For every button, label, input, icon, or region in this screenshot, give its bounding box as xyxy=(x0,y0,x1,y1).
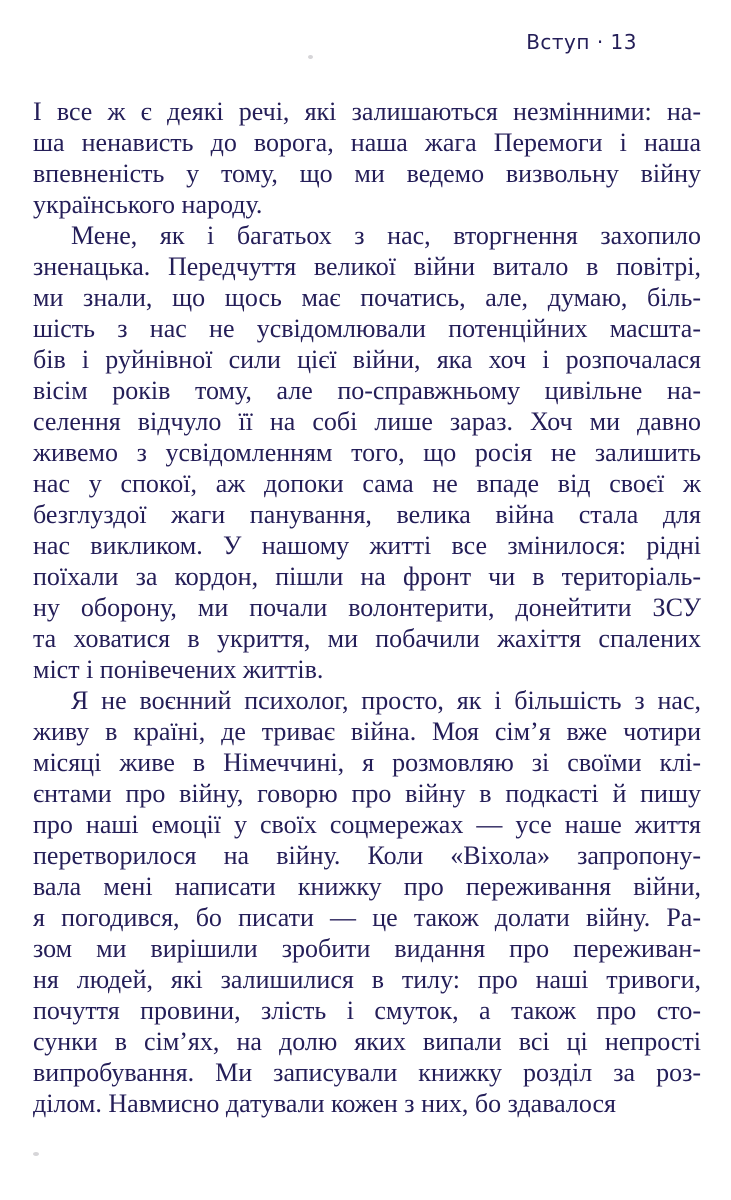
text-line: я погодився, бо писати — це також долати війну. Ра- xyxy=(33,903,701,932)
text-line: випробування. Ми записували книжку розділ за роз- xyxy=(33,1058,701,1087)
text-line: про наші емоції у своїх соцмережах — усе наше життя xyxy=(33,810,701,839)
text-line: місяці живе в Німеччині, я розмовляю зі своїми клі- xyxy=(33,748,701,777)
text-line: Мене, як і багатьох з нас, вторгнення захопило xyxy=(71,221,701,250)
text-line: зом ми вирішили зробити видання про переживан- xyxy=(33,934,701,963)
text-line: бів і руйнівної сили цієї війни, яка хоч і розпочалася xyxy=(33,345,701,374)
text-line: зненацька. Передчуття великої війни витало в повітрі, xyxy=(33,252,701,281)
paragraph xyxy=(33,685,701,1119)
text-line: безглуздої жаги панування, велика війна стала для xyxy=(33,500,701,529)
text-line: ділом. Навмисно датували кожен з них, бо здавалося xyxy=(33,1089,617,1118)
scan-artifact xyxy=(33,1152,39,1156)
text-line: ну оборону, ми почали волонтерити, донейтити ЗСУ xyxy=(33,593,701,622)
text-line: селення відчуло її на собі лише зараз. Хоч ми давно xyxy=(33,407,701,436)
text-line: та ховатися в укриття, ми побачили жахіття спалених xyxy=(33,624,701,653)
text-line: нас викликом. У нашому житті все змінилося: рідні xyxy=(33,531,701,560)
page-body xyxy=(33,96,701,1119)
scan-artifact xyxy=(308,55,313,59)
text-line: вісім років тому, але по-справжньому цивільне на- xyxy=(33,376,701,405)
text-line: живемо з усвідомленням того, що росія не залишить xyxy=(33,438,701,467)
text-line: міст і понівечених життів. xyxy=(33,655,324,684)
chapter-and-page-number: Вступ · 13 xyxy=(526,30,637,54)
text-line: сунки в сім’ях, на долю яких випали всі ці непрості xyxy=(33,1027,701,1056)
text-line: ми знали, що щось має початись, але, думаю, біль- xyxy=(33,283,701,312)
text-line: вала мені написати книжку про переживання війни, xyxy=(33,872,701,901)
text-line: почуття провини, злість і смуток, а також про сто- xyxy=(33,996,701,1025)
text-line: І все ж є деякі речі, які залишаються незмінними: на- xyxy=(33,97,701,126)
text-line: поїхали за кордон, пішли на фронт чи в територіаль- xyxy=(33,562,701,591)
paragraph xyxy=(33,220,701,685)
text-line: українського народу. xyxy=(33,190,263,219)
text-line: ша ненависть до ворога, наша жага Перемоги і наша xyxy=(33,128,701,157)
paragraph xyxy=(33,96,701,220)
text-line: нас у спокої, аж допоки сама не впаде від своєї ж xyxy=(33,469,701,498)
text-line: живу в країні, де триває війна. Моя сім’я вже чотири xyxy=(33,717,701,746)
running-head xyxy=(0,30,637,54)
text-line: ня людей, які залишилися в тилу: про наші тривоги, xyxy=(33,965,701,994)
text-line: впевненість у тому, що ми ведемо визвольну війну xyxy=(33,159,701,188)
text-line: шість з нас не усвідомлювали потенційних масшта- xyxy=(33,314,701,343)
text-line: перетворилося на війну. Коли «Віхола» запропону- xyxy=(33,841,701,870)
text-line: Я не воєнний психолог, просто, як і більшість з нас, xyxy=(71,686,701,715)
text-line: єнтами про війну, говорю про війну в подкасті й пишу xyxy=(33,779,701,808)
